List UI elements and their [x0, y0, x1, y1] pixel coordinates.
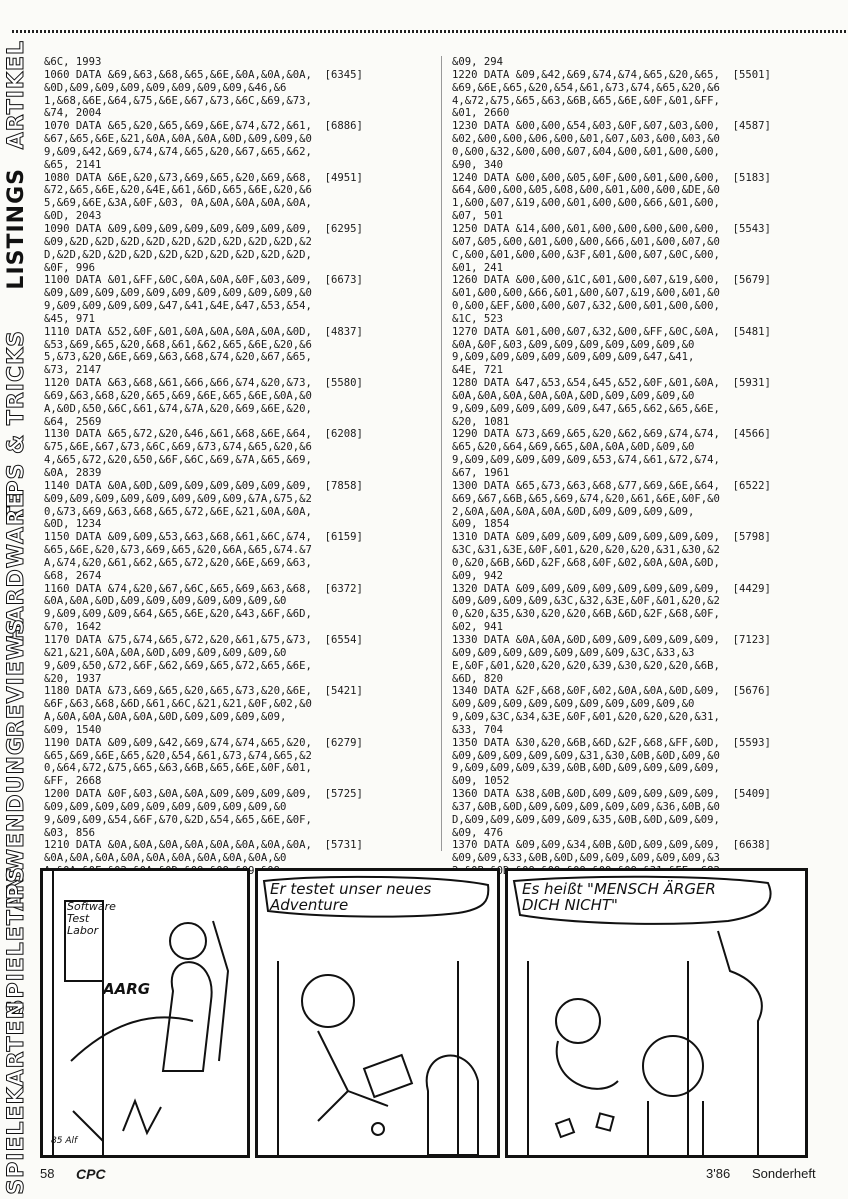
- sidebar-word-hardware: HARDWARE: [4, 492, 29, 643]
- sidebar-word-spielekarten: SPIELEKARTEN: [4, 1000, 29, 1195]
- column-divider: [441, 56, 442, 851]
- sidebar-word-artikel: ARTIKEL: [4, 40, 29, 150]
- cartoon-panel-1: [40, 868, 250, 1158]
- listing-column-left: &6C, 1993 1060 DATA &69,&63,&68,&65,&6E,&0A,&0A,&0A, [6345] &0D,&09,&09,&09,&09,&09,&09,&09,&46,&6 1,&68,&6E,&64,&75,&6E,&67,&73,&6C,&69,&73, &74, 2004 1070 DATA &65,&20,&65,&69,&6E,&74,&72,&61, [6886] &67,&65,&6E,&21,&0A,&0A,&0A,&0D,&09,&09,&0 9,&09,&42,&69,&74,&74,&65,&20,&67,&65,&62, &65, 2141 1080 DATA &6E,&20,&73,&69,&65,&20,&69,&68, [4951] &72,&65,&6E,&20,&4E,&61,&6D,&65,&6E,&20,&6 5,&69,&6E,&3A,&0F,&03, 0A,&0A,&0A,&0A,&0A, &0D, 2043 1090 DATA &09,&09,&09,&09,&09,&09,&09,&09, [6295] &09,&2D,&2D,&2D,&2D,&2D,&2D,&2D,&2D,&2D,&2 D,&2D,&2D,&2D,&2D,&2D,&2D,&2D,&2D,&2D,&2D, &0F, 996 1100 DATA &01,&FF,&0C,&0A,&0A,&0F,&03,&09, [6673] &09,&09,&09,&09,&09,&09,&09,&09,&09,&09,&0 9,&09,&09,&09,&09,&47,&41,&4E,&47,&53,&54, &45, 971 1110 DATA &52,&0F,&01,&0A,&0A,&0A,&0A,&0D, [4837] &53,&69,&65,&20,&68,&61,&62,&65,&6E,&20,&6 5,&73,&20,&6E,&69,&63,&68,&74,&20,&67,&65, &73, 2147 1120 DATA &63,&68,&61,&66,&66,&74,&20,&73, [5580] &69,&63,&68,&20,&65,&69,&6E,&65,&6E,&0A,&0 A,&0D,&50,&6C,&61,&74,&7A,&20,&69,&6E,&20, &64, 2569 1130 DATA &65,&72,&20,&46,&61,&68,&6E,&64, [6208] &75,&6E,&67,&73,&6C,&69,&73,&74,&65,&20,&6 4,&65,&72,&20,&50,&6F,&6C,&69,&7A,&65,&69, &0A, 2839 1140 DATA &0A,&0D,&09,&09,&09,&09,&09,&09, [7858] &09,&09,&09,&09,&09,&09,&09,&09,&7A,&75,&2 0,&73,&69,&63,&68,&65,&72,&6E,&21,&0A,&0A, &0D, 1234 1150 DATA &09,&09,&53,&63,&68,&61,&6C,&74, [6159] &65,&6E,&20,&73,&69,&65,&20,&6A,&65,&74.&7 A,&74,&20,&61,&62,&65,&72,&20,&6E,&69,&63, &68, 2674 1160 DATA &74,&20,&67,&6C,&65,&69,&63,&68, [6372] &0A,&0A,&0D,&09,&09,&09,&09,&09,&09,&0 9,&09,&09,&09,&64,&65,&6E,&20,&43,&6F,&6D, &70, 1642 1170 DATA &75,&74,&65,&72,&20,&61,&75,&73, [6554] &21,&21,&0A,&0A,&0D,&09,&09,&09,&09,&0 9,&09,&50,&72,&6F,&62,&69,&65,&72,&65,&6E, &20, 1937 1180 DATA &73,&69,&65,&20,&65,&73,&20,&6E, [5421] &6F,&63,&68,&6D,&61,&6C,&21,&21,&0F,&02,&0 A,&0A,&0A,&0A,&0A,&0D,&09,&09,&09,&09, &09, 1540 1190 DATA &09,&09,&42,&69,&74,&74,&65,&20, [6279] &65,&69,&6E,&65,&20,&54,&61,&73,&74,&65,&2 0,&64,&72,&75,&65,&63,&6B,&65,&6E,&0F,&01, &FF, 2668 1200 DATA &0F,&03,&0A,&0A,&09,&09,&09,&09, [5725] &09,&09,&09,&09,&09,&09,&09,&09,&09,&0 9,&09,&09,&54,&6F,&70,&2D,&54,&65,&6E,&0F, &03, 856 1210 DATA &0A,&0A,&0A,&0A,&0A,&0A,&0A,&0A, [5731] &0A,&0A,&0A,&0A,&0A,&0A,&0A,&0A,&0A,&0: [44, 56, 363, 865]
- sidebar-word-spieletips: SPIELETIPS: [4, 866, 29, 1016]
- top-rule: [0, 0, 848, 42]
- caption-panel-2: Er testet unser neues Adventure: [270, 880, 432, 914]
- sidebar-word-listings: LISTINGS: [4, 168, 29, 290]
- listing-column-right: &09, 294 1220 DATA &09,&42,&69,&74,&74,&65,&20,&65, [5501] &69,&6E,&65,&20,&54,&61,&73,&74,&65,&20,&6 4,&72,&75,&65,&63,&6B,&65,&6E,&0F,&01,&FF, &01, 2660 1230 DATA &00,&00,&54,&03,&0F,&07,&03,&00, [4587] &02,&00,&00,&06,&00,&01,&07,&03,&00,&03,&0 0,&00,&32,&00,&00,&07,&04,&00,&01,&00,&00, &90, 340 1240 DATA &00,&00,&05,&0F,&00,&01,&00,&00, [5183] &64,&00,&00,&05,&08,&00,&01,&00,&00,&DE,&0 1,&00,&07,&19,&00,&01,&00,&00,&66,&01,&00, &07, 501 1250 DATA &14,&00,&01,&00,&00,&00,&00,&00, [5543] &07,&05,&00,&01,&00,&00,&66,&01,&00,&07,&0 C,&00,&01,&00,&00,&3F,&01,&00,&07,&0C,&00, &01, 241 1260 DATA &00,&00,&1C,&01,&00,&07,&19,&00, [5679] &01,&00,&00,&66,&01,&00,&07,&19,&00,&01,&0 0,&00,&EF,&00,&00,&07,&32,&00,&01,&00,&00, &1C, 523 1270 DATA &01,&00,&07,&32,&00,&FF,&0C,&0A, [5481] &0A,&0F,&03,&09,&09,&09,&09,&09,&09,&0 9,&09,&09,&09,&09,&09,&09,&09,&47,&41, &4E, 721 1280 DATA &47,&53,&54,&45,&52,&0F,&01,&0A, [5931] &0A,&0A,&0A,&0A,&0A,&0D,&09,&09,&09,&0 9,&09,&09,&09,&09,&09,&47,&65,&62,&65,&6E, &20, 1081 1290 DATA &73,&69,&65,&20,&62,&69,&74,&74, [4566] &65,&20,&64,&69,&65,&0A,&0A,&0D,&09,&0 9,&09,&09,&09,&09,&09,&53,&74,&61,&72,&74, &67, 1961 1300 DATA &65,&73,&63,&68,&77,&69,&6E,&64, [6522] &69,&67,&6B,&65,&69,&74,&20,&61,&6E,&0F,&0 2,&0A,&0A,&0A,&0A,&0D,&09,&09,&09,&09, &09, 1854 1310 DATA &09,&09,&09,&09,&09,&09,&09,&09, [5798] &3C,&31,&3E,&0F,&01,&20,&20,&20,&31,&30,&2 0,&20,&6B,&6D,&2F,&68,&0F,&02,&0A,&0A,&0D, &09, 942 1320 DATA &09,&09,&09,&09,&09,&09,&09,&09, [4429] &09,&09,&09,&09,&3C,&32,&3E,&0F,&01,&20,&2 0,&20,&35,&30,&20,&20,&6B,&6D,&2F,&68,&0F, &02, 941 1330 DATA &0A,&0A,&0D,&09,&09,&09,&09,&09, [7123] &09,&09,&09,&09,&09,&09,&09,&3C,&33,&3 E,&0F,&01,&20,&20,&20,&39,&30,&20,&20,&6B, &6D, 820 1340 DATA &2F,&68,&0F,&02,&0A,&0A,&0D,&09, [5676] &09,&09,&09,&09,&09,&09,&09,&09,&09,&0 9,&09,&3C,&34,&3E,&0F,&01,&20,&20,&20,&31, &33, 704 1350 DATA &30,&20,&6B,&6D,&2F,&68,&FF,&0D, [5593] &09,&09,&09,&09,&09,&31,&30,&0B,&0D,&09,&0 9,&09,&09,&09,&39,&0B,&0D,&09,&09,&09,&09, &09, 1052 1360 DATA &38,&0B,&0D,&09,&09,&09,&09,&09, [5409] &37,&0B,&0D,&09,&09,&09,&09,&09,&36,&0B,&0 D,&09,&09,&09,&09,&09,&35,&0B,&0D,&09,&09, &09, 476 1370 DATA &09,&09,&34,&0B,&0D,&09,&09,&09, [6638] &09,&09,&33,&0B,&0D,&09,&09,&09,&09,&09,&3: [452, 56, 771, 865]
- artist-signature: 85 Alf: [51, 1136, 78, 1146]
- caption-panel-3: Es heißt "MENSCH ÄRGER DICH NICHT": [522, 880, 716, 914]
- cartoon-strip: [40, 868, 808, 1164]
- sidebar-word-anwendung: ANWENDUNG: [4, 736, 29, 911]
- software-lab-sign: Software Test Labor: [67, 900, 116, 937]
- sidebar-word-reviews: REVIEWS: [4, 618, 29, 738]
- exclamation-text: AARG: [103, 980, 151, 998]
- page-number: 58: [40, 1166, 55, 1181]
- magazine-logo: CPC: [76, 1166, 106, 1182]
- cartoon-panel-2: [255, 868, 500, 1158]
- section-sidebar: [0, 40, 36, 1195]
- issue-label: 3'86: [706, 1166, 731, 1181]
- sidebar-word-tips: TIPS & TRICKS: [4, 330, 29, 522]
- edition-label: Sonderheft: [752, 1166, 816, 1181]
- cartoon-panel-3: [505, 868, 808, 1158]
